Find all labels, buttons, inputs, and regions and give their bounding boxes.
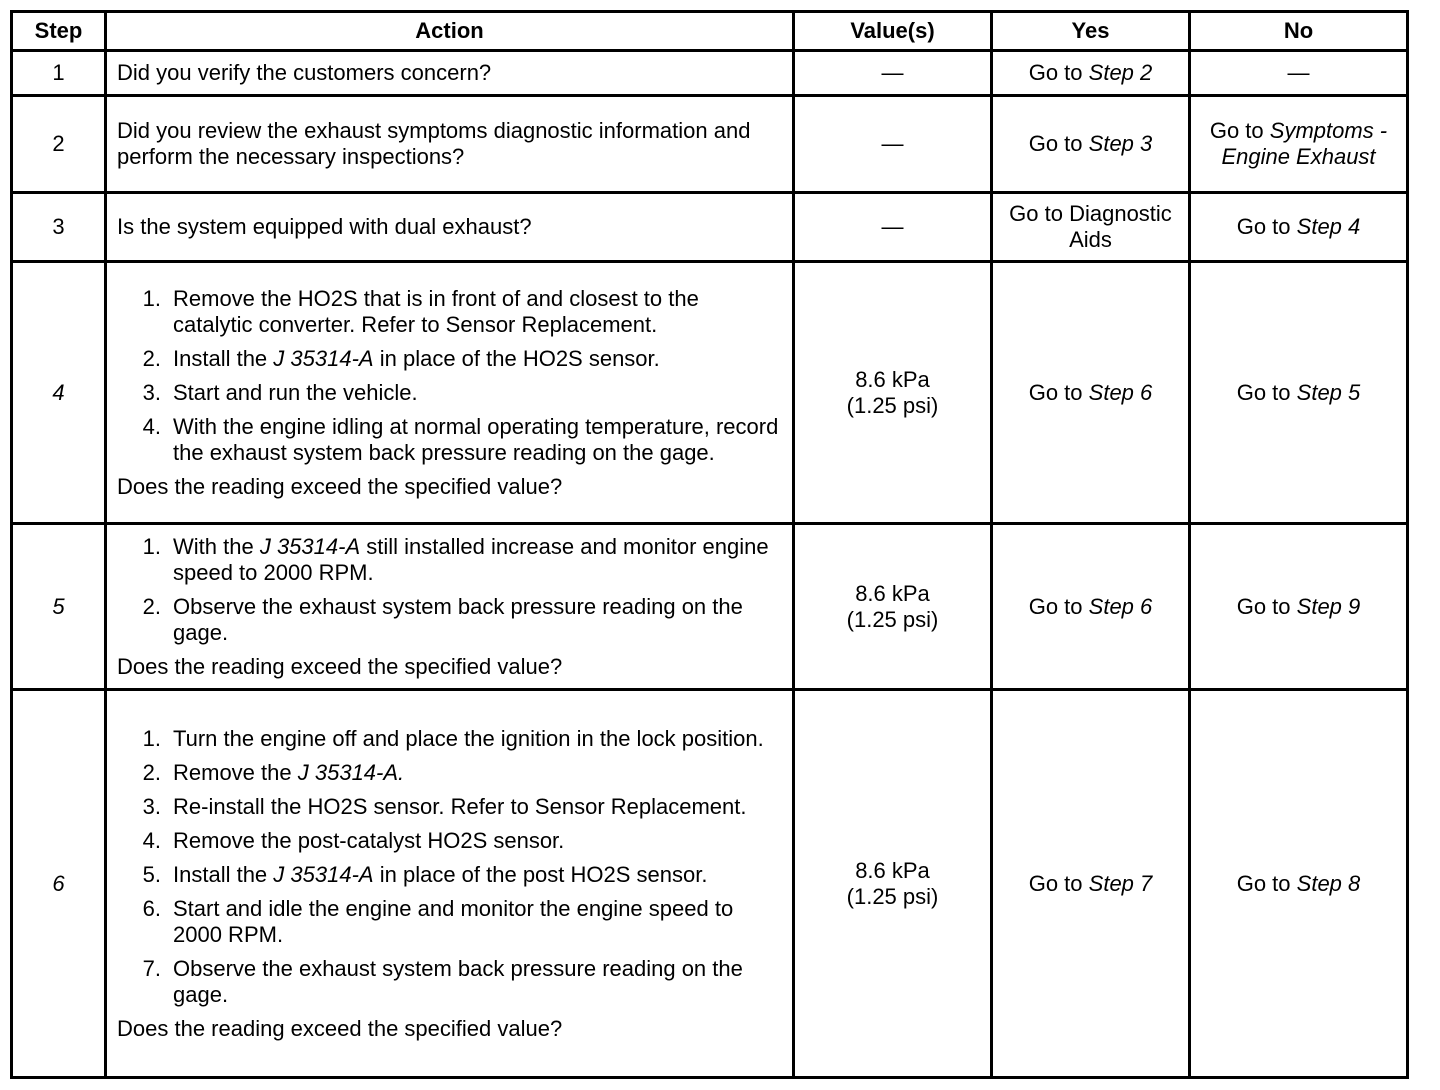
no-cell bbox=[1190, 262, 1408, 524]
no-cell bbox=[1190, 96, 1408, 193]
no-cell bbox=[1190, 193, 1408, 262]
list-item: 1. With the J 35314-A still installed increase and monitor engine speed to 2000 RPM. bbox=[142, 533, 769, 585]
substep-list bbox=[117, 534, 782, 646]
no-prefix: Go to bbox=[1209, 118, 1264, 143]
no-prefix: Go to bbox=[1236, 214, 1291, 239]
table-row bbox=[12, 524, 1408, 690]
list-item: 7. Observe the exhaust system back pressure reading on the gage. bbox=[142, 955, 743, 1007]
action-cell bbox=[106, 690, 794, 1078]
value-cell: — bbox=[794, 193, 992, 262]
yes-prefix: Go to bbox=[1028, 870, 1083, 896]
value-cell bbox=[794, 262, 992, 524]
no-prefix: Go to bbox=[1236, 379, 1291, 405]
substep-list bbox=[117, 286, 782, 466]
substep-list bbox=[117, 726, 782, 1008]
list-item: 4. Remove the post-catalyst HO2S sensor. bbox=[142, 827, 565, 853]
action-text: Is the system equipped with dual exhaust? bbox=[106, 193, 794, 262]
question-text: Does the reading exceed the specified value? bbox=[117, 1015, 563, 1041]
step-number: 1 bbox=[12, 51, 106, 96]
no-step-link[interactable]: Step 9 bbox=[1296, 593, 1361, 619]
yes-prefix: Go to bbox=[1028, 593, 1083, 619]
value-psi: (1.25 psi) bbox=[846, 392, 939, 418]
list-item: 2. Observe the exhaust system back pressure reading on the gage. bbox=[142, 593, 743, 645]
tool-reference: J 35314-A bbox=[273, 345, 374, 371]
step-number: 2 bbox=[12, 96, 106, 193]
list-item: 5. Install the J 35314-A in place of the post HO2S sensor. bbox=[142, 861, 708, 887]
action-text: Did you review the exhaust symptoms diagnostic information and perform the necessary inspections? bbox=[106, 96, 794, 193]
yes-prefix: Go to bbox=[1028, 131, 1083, 156]
list-item: 6. Start and idle the engine and monitor the engine speed to 2000 RPM. bbox=[142, 895, 734, 947]
header-action: Action bbox=[106, 12, 794, 51]
header-row bbox=[12, 12, 1408, 51]
yes-step-link[interactable]: Step 3 bbox=[1088, 131, 1153, 156]
header-no: No bbox=[1190, 12, 1408, 51]
no-cell: — bbox=[1190, 51, 1408, 96]
table-row bbox=[12, 96, 1408, 193]
question-text: Does the reading exceed the specified value? bbox=[117, 653, 563, 679]
tool-reference: J 35314-A bbox=[259, 533, 361, 559]
yes-diagnostic-aids-link[interactable]: Go to Diagnostic Aids bbox=[992, 193, 1190, 262]
value-psi: (1.25 psi) bbox=[846, 883, 939, 909]
value-psi: (1.25 psi) bbox=[846, 606, 939, 632]
no-symptoms-link[interactable]: Symptoms - Engine Exhaust bbox=[1221, 118, 1388, 169]
header-yes: Yes bbox=[992, 12, 1190, 51]
value-kpa: 8.6 kPa bbox=[855, 580, 930, 606]
yes-step-link[interactable]: Step 6 bbox=[1088, 379, 1153, 405]
action-cell bbox=[106, 524, 794, 690]
step-number: 5 bbox=[12, 524, 106, 690]
list-item: 1. Turn the engine off and place the ignition in the lock position. bbox=[142, 725, 764, 751]
value-cell bbox=[794, 690, 992, 1078]
yes-cell bbox=[992, 690, 1190, 1078]
value-kpa: 8.6 kPa bbox=[855, 857, 930, 883]
table-row bbox=[12, 51, 1408, 96]
value-cell: — bbox=[794, 51, 992, 96]
step-number: 6 bbox=[12, 690, 106, 1078]
yes-prefix: Go to bbox=[1028, 60, 1083, 85]
list-item: 3. Start and run the vehicle. bbox=[142, 379, 418, 405]
yes-prefix: Go to bbox=[1028, 379, 1083, 405]
action-text: Did you verify the customers concern? bbox=[106, 51, 794, 96]
value-cell: — bbox=[794, 96, 992, 193]
yes-cell bbox=[992, 262, 1190, 524]
no-step-link[interactable]: Step 8 bbox=[1296, 870, 1361, 896]
yes-cell bbox=[992, 524, 1190, 690]
no-step-link[interactable]: Step 5 bbox=[1296, 379, 1361, 405]
step-number: 3 bbox=[12, 193, 106, 262]
no-cell bbox=[1190, 524, 1408, 690]
step-number: 4 bbox=[12, 262, 106, 524]
table-row bbox=[12, 193, 1408, 262]
no-cell bbox=[1190, 690, 1408, 1078]
tool-reference: J 35314-A bbox=[273, 861, 374, 887]
yes-cell bbox=[992, 96, 1190, 193]
yes-step-link[interactable]: Step 7 bbox=[1088, 870, 1153, 896]
header-step: Step bbox=[12, 12, 106, 51]
action-cell bbox=[106, 262, 794, 524]
diagnostic-table bbox=[10, 10, 1409, 1079]
no-prefix: Go to bbox=[1236, 870, 1291, 896]
no-step-link[interactable]: Step 4 bbox=[1296, 214, 1361, 239]
list-item: 2. Remove the J 35314-A. bbox=[142, 759, 405, 785]
tool-reference: J 35314-A. bbox=[297, 759, 405, 785]
header-values: Value(s) bbox=[794, 12, 992, 51]
list-item: 1. Remove the HO2S that is in front of and closest to the catalytic converter. Refer to Sensor Replacement. bbox=[142, 285, 699, 337]
no-prefix: Go to bbox=[1236, 593, 1291, 619]
table-row bbox=[12, 690, 1408, 1078]
list-item: 4. With the engine idling at normal operating temperature, record the exhaust system back pressure reading on the gage. bbox=[142, 413, 779, 465]
value-kpa: 8.6 kPa bbox=[855, 366, 930, 392]
question-text: Does the reading exceed the specified value? bbox=[117, 473, 563, 499]
list-item: 2. Install the J 35314-A in place of the HO2S sensor. bbox=[142, 345, 660, 371]
table-row bbox=[12, 262, 1408, 524]
yes-step-link[interactable]: Step 6 bbox=[1088, 593, 1153, 619]
value-cell bbox=[794, 524, 992, 690]
yes-cell bbox=[992, 51, 1190, 96]
yes-step-link[interactable]: Step 2 bbox=[1088, 60, 1153, 85]
list-item: 3. Re-install the HO2S sensor. Refer to Sensor Replacement. bbox=[142, 793, 747, 819]
